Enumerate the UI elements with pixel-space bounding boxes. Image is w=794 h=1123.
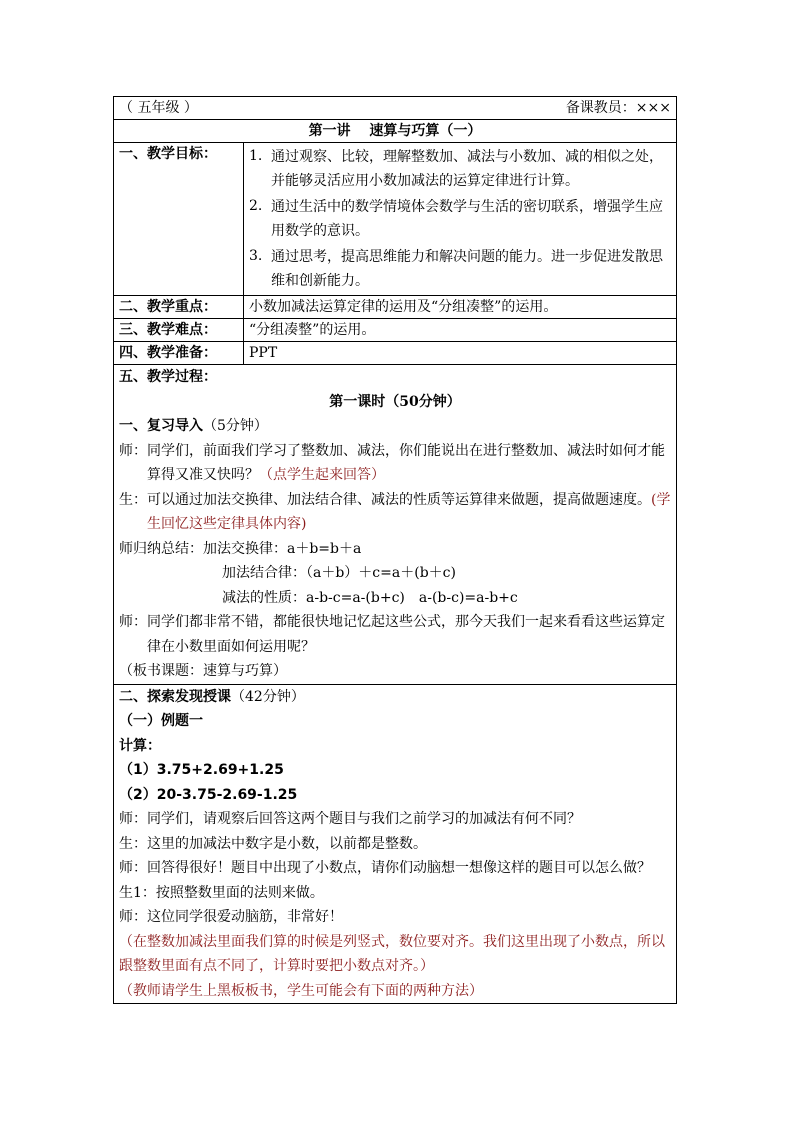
title-row [114, 120, 677, 143]
student-line-2: 生1：按照整数里面的法则来做。 [119, 884, 324, 901]
key-points-label: 二、教学重点： [114, 296, 244, 319]
process-section [114, 365, 677, 685]
teacher-question-2: 师：同学们都非常不错，都能很快地记忆起这些公式，那今天我们一起来看看这些运算定律在小数里面如何运用呢？ [119, 614, 665, 655]
explore-heading: 二、探索发现授课（42分钟） [119, 688, 305, 705]
review-heading: 一、复习导入（5分钟） [119, 418, 268, 434]
lesson-title: 第一讲 速算与巧算（一） [114, 120, 677, 143]
board-title-note: （板书课题：速算与巧算） [119, 663, 287, 679]
teacher-question-1: 师：同学们，前面我们学习了整数加、减法，你们能说出在进行整数加、减法时如何才能算得又准又快吗？（点学生起来回答） [119, 442, 665, 483]
lesson-plan-table [113, 96, 677, 1004]
calc-label: 计算： [119, 737, 161, 754]
preparation-label: 四、教学准备： [114, 342, 244, 365]
objective-item [249, 195, 671, 243]
objectives-label: 一、教学目标： [114, 143, 244, 296]
example-heading: （一）例题一 [119, 713, 203, 729]
objectives-row [114, 143, 677, 296]
objective-text: 通过观察、比较，理解整数加、减法与小数加、减的相似之处，并能够灵活应用小数加减法的运算定律进行计算。 [271, 149, 663, 189]
objective-number: 1. [249, 148, 263, 164]
preparation-row [114, 342, 677, 365]
objectives-content [244, 143, 677, 296]
summary-law-3: 减法的性质：a-b-c=a-(b+c) a-(b-c)=a-b+c [222, 589, 518, 606]
objective-text: 通过思考，提高思维能力和解决问题的能力。进一步促进发散思维和创新能力。 [271, 249, 663, 289]
question-1: （1）3.75+2.69+1.25 [119, 762, 284, 778]
teacher-label: 备课教员：××× [565, 100, 672, 116]
lesson-period-title: 第一课时（50分钟） [329, 393, 461, 410]
explore-row [114, 684, 677, 1004]
teacher-line-2: 师：回答得很好！题目中出现了小数点，请你们动脑想一想像这样的题目可以怎么做？ [119, 860, 651, 876]
process-row [114, 365, 677, 685]
preparation-text: PPT [244, 342, 677, 365]
teacher-note-1: （在整数加减法里面我们算的时候是列竖式，数位要对齐。我们这里出现了小数点，所以跟整数里面有点不同了，计算时要把小数点对齐。） [119, 933, 665, 974]
summary-law-2: 加法结合律：（a＋b）＋c=a＋(b＋c) [222, 565, 456, 581]
key-points-text: 小数加减法运算定律的运用及“分组凑整”的运用。 [244, 296, 677, 319]
teacher-line-3: 师：这位同学很爱动脑筋，非常好！ [119, 909, 343, 925]
difficulties-label: 三、教学难点： [114, 319, 244, 342]
objective-number: 2. [249, 198, 263, 214]
key-points-row [114, 296, 677, 319]
process-label: 五、教学过程： [119, 369, 217, 385]
objective-item [249, 145, 671, 193]
difficulties-row [114, 319, 677, 342]
question-2: （2）20-3.75-2.69-1.25 [119, 786, 298, 803]
student-line-1: 生：这里的加减法中数字是小数，以前都是整数。 [119, 835, 427, 852]
teacher-note-2: （教师请学生上黑板板书，学生可能会有下面的两种方法） [119, 982, 483, 999]
header-row [114, 97, 677, 120]
summary-law-1: 师归纳总结：加法交换律：a＋b=b＋a [119, 540, 362, 557]
objective-item [249, 245, 671, 293]
explore-section [114, 684, 677, 1004]
objective-number: 3. [249, 248, 263, 264]
difficulties-text: “分组凑整”的运用。 [244, 319, 677, 342]
lesson-plan-sheet [113, 96, 676, 1004]
grade-label: （ 五年级 ） [119, 100, 198, 116]
teacher-line-1: 师：同学们，请观察后回答这两个题目与我们之前学习的加减法有何不同？ [119, 811, 581, 827]
objective-text: 通过生活中的数学情境体会数学与生活的密切联系，增强学生应用数学的意识。 [271, 199, 663, 239]
student-answer-1: 生：可以通过加法交换律、加法结合律、减法的性质等运算律来做题，提高做题速度。(学生回忆这些定律具体内容) [119, 491, 671, 532]
